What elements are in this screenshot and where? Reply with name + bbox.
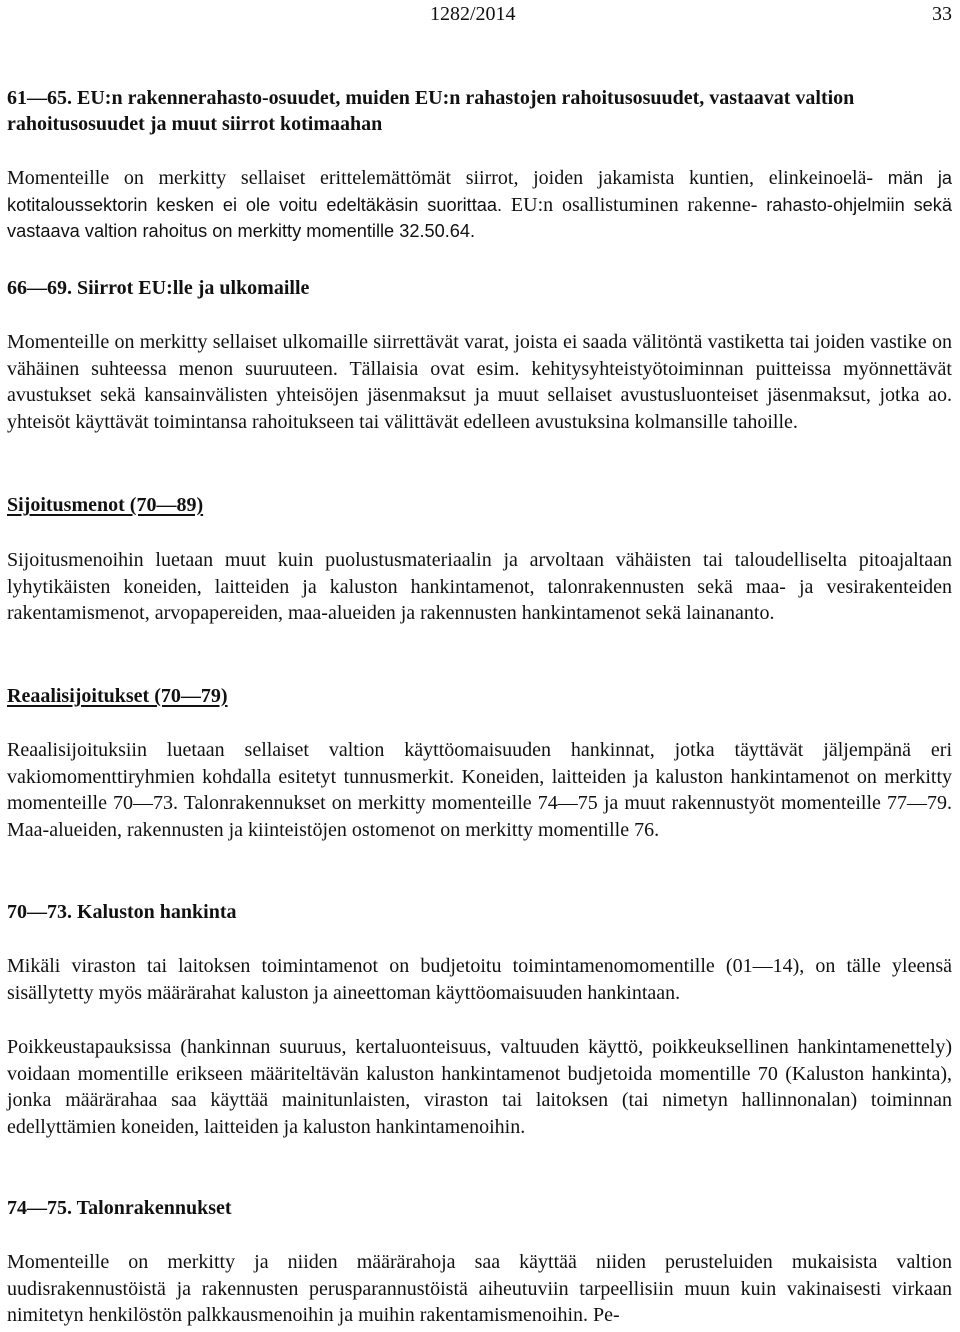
paragraph-eu-funds-part-3: EU:n osallistuminen rakenne- [510, 193, 758, 216]
paragraph-equipment-1: Mikäli viraston tai laitoksen toimintamenot on budjetoitu toimintamenomomentille (01—14), on tälle yleensä sisällytetty myös määrärahat kaluston ja aineettoman käyttöomaisuuden hankintaan. [7, 955, 952, 1004]
section-heading-equipment: 70—73. Kaluston hankinta [7, 901, 237, 923]
paragraph-real-investments: Reaalisijoituksiin luetaan sellaiset valtion käyttöomaisuuden hankinnat, jotka täyttävät jäljempänä eri vakiomomenttiryhmien kohdalla esitetyt tunnusmerkit. Koneiden, laitteiden ja kaluston hankintamenot on merkitty momenteille 70—73. Talonrakennukset on merkitty momenteille 74—75 ja muut rakennustyöt momenteille 77—79. Maa-alueiden, rakennusten ja kiinteistöjen ostomenot on merkitty momentille 76. [7, 739, 952, 841]
section-heading-eu-funds: 61—65. EU:n rakennerahasto-osuudet, muiden EU:n rahastojen rahoitusosuudet, vastaavat valtion rahoitusosuudet ja muut siirrot kotimaahan [7, 87, 855, 135]
paragraph-eu-funds-part-1: Momenteille on merkitty sellaiset erittelemättömät siirrot, joiden jakamista kuntien, elinkeinoelä- [7, 167, 874, 189]
section-heading-real-investments: Reaalisijoitukset (70—79) [7, 685, 228, 707]
paragraph-buildings: Momenteille on merkitty ja niiden määrärahoja saa käyttää niiden perusteluiden mukaisista valtion uudisrakennustöistä ja rakennusten perusparannustöistä aiheutuviin tarpeellisiin muun kuin vakinaisesti virkaan nimitetyn henkilöstön palkkausmenoihin ja muihin rakentamismenoihin. Pe- [7, 1251, 952, 1326]
page-number: 33 [932, 3, 952, 25]
paragraph-equipment-2: Poikkeustapauksissa (hankinnan suuruus, kertaluonteisuus, valtuuden käyttö, poikkeuksellinen hankintamenettely) voidaan momentille erikseen määriteltävän kaluston hankintamenot budjetoida momentille 70 (Kaluston hankinta), jonka määrärahaa saa käyttää mainitunlaisten, viraston tai laitoksen (tai nimetyn hallinnonalan) toiminnan edellyttämien koneiden, laitteiden ja kaluston hankintamenoihin. [7, 1036, 952, 1138]
document-number: 1282/2014 [430, 3, 516, 25]
paragraph-eu-funds-part-2: män ja kotitaloussektorin kesken ei ole voitu edeltäkäsin suorittaa. [7, 168, 953, 215]
section-heading-investments: Sijoitusmenot (70—89) [7, 494, 204, 516]
paragraph-investments: Sijoitusmenoihin luetaan muut kuin puolustusmateriaalin ja arvoltaan vähäisten tai taloudelliselta pitoajaltaan lyhytikäisten koneiden, laitteiden ja kaluston hankintamenot, talonrakennusten sekä maa- ja vesirakenteiden rakentamismenot, arvopapereiden, maa-alueiden ja rakennusten hankintamenot sekä lainananto. [7, 549, 952, 624]
paragraph-transfers-abroad: Momenteille on merkitty sellaiset ulkomaille siirrettävät varat, joista ei saada välitöntä vastiketta tai joiden vastike on vähäinen suhteessa menon suuruuteen. Tällaisia ovat esim. kehitysyhteistyötoiminnan puitteissa myönnettävät avustukset sekä kansainvälisten yhteisöjen jäsenmaksut ja muut sellaiset avustusluonteiset jäsenmaksut, jotka ao. yhteisöt käyttävät toimintansa rahoitukseen tai välittävät edelleen avustuksina kolmansille tahoille. [7, 331, 952, 433]
paragraph-eu-funds [7, 165, 952, 245]
section-heading-transfers-abroad: 66—69. Siirrot EU:lle ja ulkomaille [7, 277, 310, 299]
section-heading-buildings: 74—75. Talonrakennukset [7, 1197, 232, 1219]
paragraph-eu-funds-part-4: rahasto-ohjelmiin sekä vastaava valtion rahoitus on merkitty momentille 32.50.64. [7, 194, 953, 241]
